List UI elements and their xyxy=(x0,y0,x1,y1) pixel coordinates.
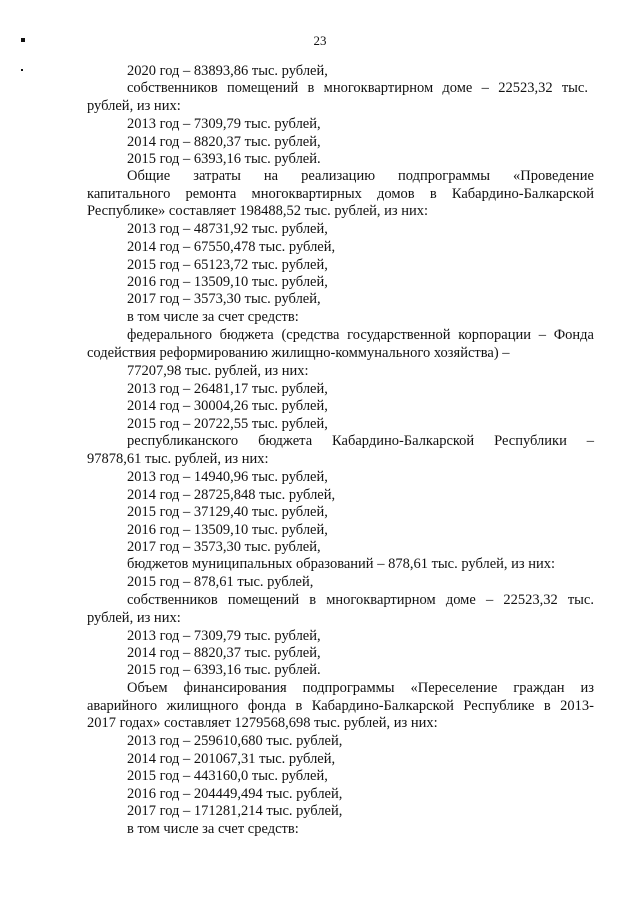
text-line: Общие затраты на реализацию подпрограммы «Проведение xyxy=(127,168,594,184)
text-line: 2015 год – 37129,40 тыс. рублей, xyxy=(127,504,328,520)
text-line: 2014 год – 201067,31 тыс. рублей, xyxy=(127,751,336,767)
text-line: 2017 годах» составляет 1279568,698 тыс. рублей, из них: xyxy=(87,715,438,731)
text-line: 2016 год – 13509,10 тыс. рублей, xyxy=(127,522,328,538)
text-line: республиканского бюджета Кабардино-Балкарской Республики – xyxy=(127,433,594,449)
text-line: 2014 год – 30004,26 тыс. рублей, xyxy=(127,398,328,414)
text-line: рублей, из них: xyxy=(87,98,181,114)
text-line: капитального ремонта многоквартирных домов в Кабардино-Балкарской xyxy=(87,186,594,202)
text-line: 2014 год – 8820,37 тыс. рублей, xyxy=(127,645,321,661)
text-line: собственников помещений в многоквартирном доме – 22523,32 тыс. xyxy=(127,592,594,608)
text-line: 2015 год – 6393,16 тыс. рублей. xyxy=(127,662,321,678)
text-line: 2014 год – 28725,848 тыс. рублей, xyxy=(127,487,336,503)
text-line: 2017 год – 171281,214 тыс. рублей, xyxy=(127,803,343,819)
text-line: 2013 год – 48731,92 тыс. рублей, xyxy=(127,221,328,237)
text-line: 97878,61 тыс. рублей, из них: xyxy=(87,451,269,467)
text-line: в том числе за счет средств: xyxy=(127,309,299,325)
text-line: Республике» составляет 198488,52 тыс. рублей, из них: xyxy=(87,203,429,219)
text-line: бюджетов муниципальных образований – 878,61 тыс. рублей, из них: xyxy=(127,556,556,572)
text-line: собственников помещений в многоквартирном доме – 22523,32 тыс. xyxy=(127,80,588,96)
text-line: содействия реформированию жилищно-коммунального хозяйства) – xyxy=(87,345,510,361)
text-line: 2015 год – 65123,72 тыс. рублей, xyxy=(127,257,328,273)
text-line: 2017 год – 3573,30 тыс. рублей, xyxy=(127,291,321,307)
text-line: 2013 год – 26481,17 тыс. рублей, xyxy=(127,381,328,397)
text-line: Объем финансирования подпрограммы «Переселение граждан из xyxy=(127,680,594,696)
text-line: 2013 год – 14940,96 тыс. рублей, xyxy=(127,469,328,485)
text-line: рублей, из них: xyxy=(87,610,181,626)
text-line: 2015 год – 878,61 тыс. рублей, xyxy=(127,574,314,590)
scan-mark xyxy=(21,69,23,71)
text-line: 2016 год – 204449,494 тыс. рублей, xyxy=(127,786,343,802)
text-line: 2014 год – 8820,37 тыс. рублей, xyxy=(127,134,321,150)
text-line: федерального бюджета (средства государственной корпорации – Фонда xyxy=(127,327,594,343)
page-number: 23 xyxy=(313,33,327,48)
text-line: в том числе за счет средств: xyxy=(127,821,299,837)
text-line: 2013 год – 7309,79 тыс. рублей, xyxy=(127,116,321,132)
text-line: 2016 год – 13509,10 тыс. рублей, xyxy=(127,274,328,290)
text-line: 2015 год – 443160,0 тыс. рублей, xyxy=(127,768,328,784)
text-line: 2015 год – 20722,55 тыс. рублей, xyxy=(127,416,328,432)
text-line: 2013 год – 259610,680 тыс. рублей, xyxy=(127,733,343,749)
text-line: 2017 год – 3573,30 тыс. рублей, xyxy=(127,539,321,555)
text-line: 2014 год – 67550,478 тыс. рублей, xyxy=(127,239,336,255)
text-line: аварийного жилищного фонда в Кабардино-Балкарской Республике в 2013- xyxy=(87,698,594,714)
text-line: 2013 год – 7309,79 тыс. рублей, xyxy=(127,628,321,644)
text-line: 2020 год – 83893,86 тыс. рублей, xyxy=(127,63,328,79)
text-line: 77207,98 тыс. рублей, из них: xyxy=(127,363,309,379)
text-line: 2015 год – 6393,16 тыс. рублей. xyxy=(127,151,321,167)
